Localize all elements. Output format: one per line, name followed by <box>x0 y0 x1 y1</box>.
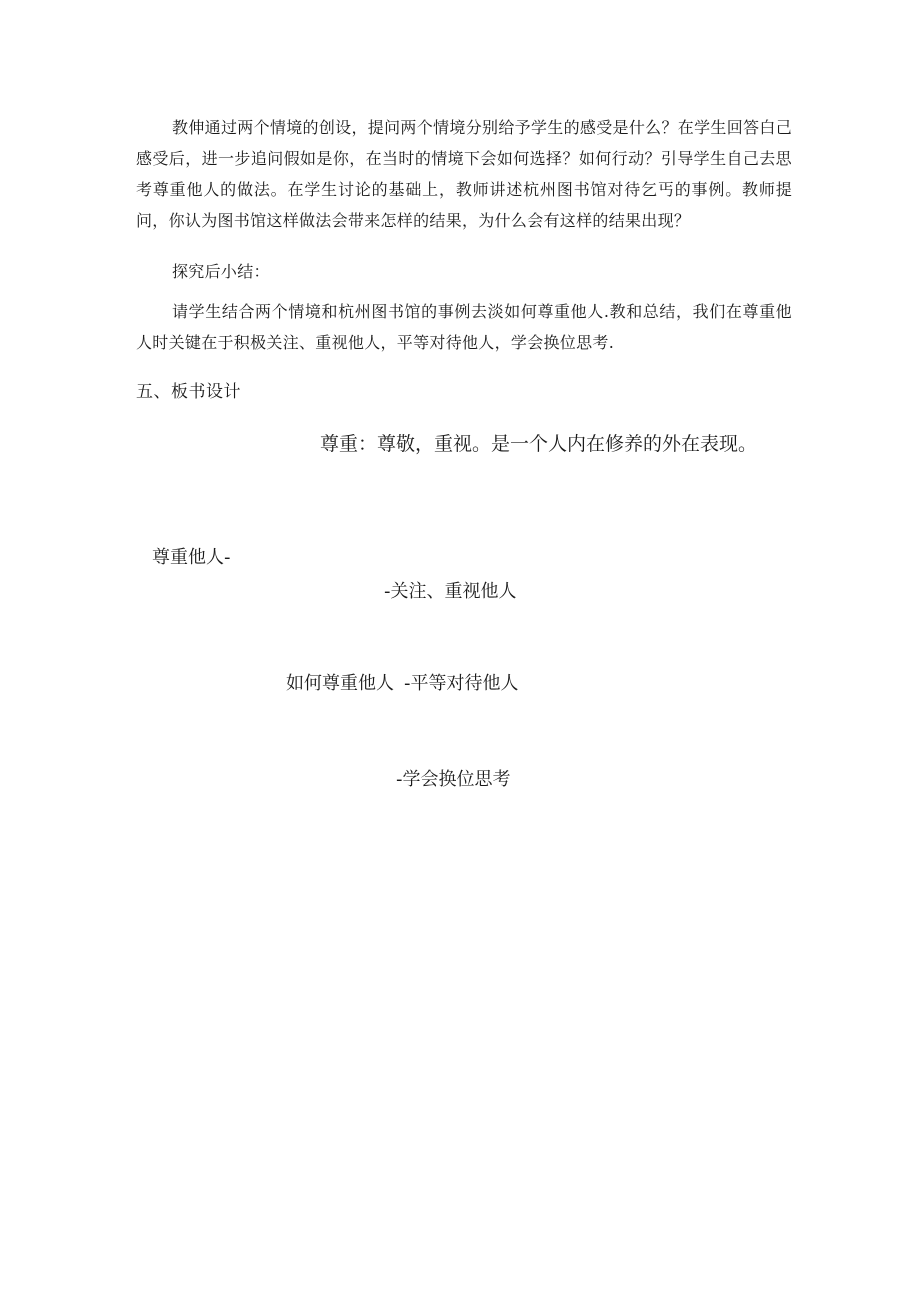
board-branch-care: -关注、重视他人 <box>384 581 517 602</box>
board-branch-empathy: -学会换位思考 <box>396 769 511 790</box>
board-definition: 尊重：尊敬，重视。是一个人内在修养的外在表现。 <box>320 433 758 455</box>
board-branch-equal: -平等对待他人 <box>404 673 519 694</box>
paragraph-summary-content: 请学生结合两个情境和杭州图书馆的事例去淡如何尊重他人.教和总结，我们在尊重他人时关键在于积极关注、重视他人，平等对待他人，学会换位思考. <box>136 302 792 352</box>
paragraph-teaching-process: 教伸通过两个情境的创设，提问两个情境分别给予学生的感受是什么？在学生回答白己感受后，进一步追问假如是你，在当时的情境下会如何选择？如何行动？引导学生自己去思考尊重他人的做法。在学生讨论的基础上，教师讲述杭州图书馆对待乞丐的事例。教师提问，你认为图书馆这样做法会带来怎样的结果，为什么会有这样的结果出现？ <box>136 118 792 230</box>
board-how-label: 如何尊重他人 <box>286 673 394 694</box>
section-heading-board-design: 五、板书设计 <box>136 382 241 402</box>
paragraph-summary-label: 探究后小结： <box>172 262 270 281</box>
board-root-node: 尊重他人- <box>152 547 231 568</box>
